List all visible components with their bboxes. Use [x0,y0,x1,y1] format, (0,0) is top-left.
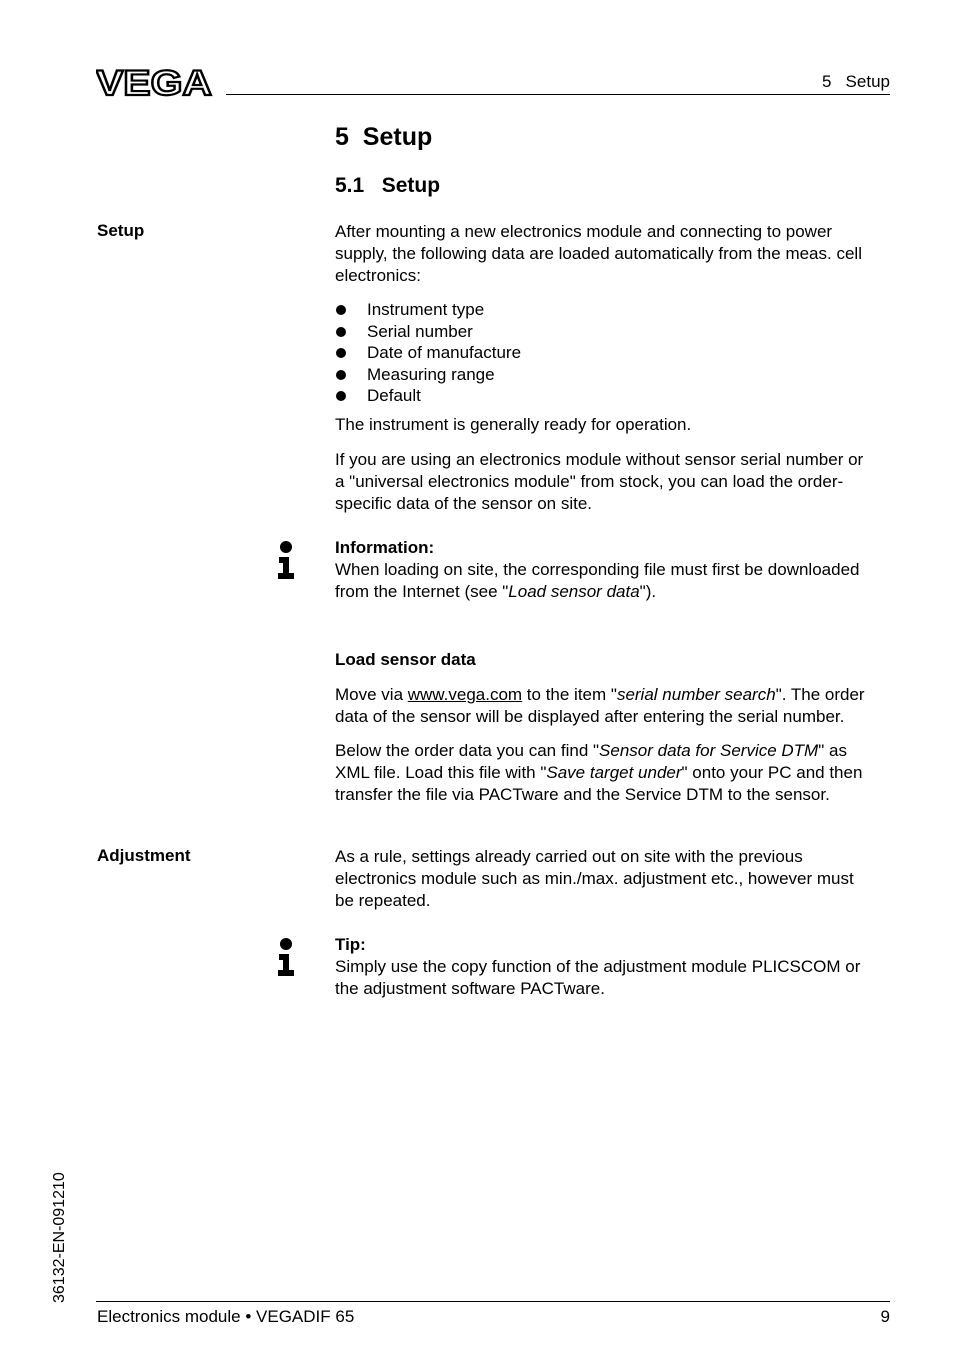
tip-title: Tip: [335,935,366,954]
paragraph-line: data of the sensor will be displayed after entering the serial number. [335,707,845,726]
document-code: 36132-EN-091210 [51,1172,68,1303]
list-item: Date of manufacture [335,342,891,364]
paragraph-line: If you are using an electronics module without sensor serial number or [335,450,864,469]
chapter-title: 5 Setup [335,123,433,151]
list-item: Default [335,385,891,407]
load-sensor-data-heading-block [335,649,891,671]
paragraph-line: XML file. Load this file with "Save target under" onto your PC and then [335,763,863,782]
bullet-dot-icon [336,370,346,380]
adjustment-paragraph [335,846,891,912]
footer-product: Electronics module • VEGADIF 65 [97,1307,355,1326]
list-item: Measuring range [335,364,891,386]
paragraph-line: Move via www.vega.com to the item "serial number search". The order [335,685,865,704]
header-rule [226,94,890,95]
bullet-dot-icon [336,305,346,315]
sidebar-label-setup: Setup [97,221,145,240]
bullet-dot-icon [336,327,346,337]
emphasis: Sensor data for Service DTM [599,741,819,760]
setup-intro-line: After mounting a new electronics module and connecting to power [335,222,833,241]
vega-website-link[interactable]: www.vega.com [407,685,523,704]
paragraph-line: When loading on site, the corresponding file must first be downloaded [335,560,860,579]
footer-rule [96,1301,890,1302]
list-item: Serial number [335,321,891,343]
info-icon [277,938,295,976]
info-icon [277,541,295,579]
paragraph-line: a "universal electronics module" from stock, you can load the order- [335,472,844,491]
information-title: Information: [335,538,435,557]
information-note [335,537,891,603]
emphasis: Save target under [546,763,682,782]
ready-paragraph [335,414,891,436]
vega-logo [96,66,214,98]
ready-text: The instrument is generally ready for operation. [335,415,692,434]
setup-intro-line: electronics: [335,266,421,285]
bullet-dot-icon [336,391,346,401]
load-sensor-paragraph-2 [335,740,891,806]
emphasis: serial number search [616,685,776,704]
paragraph-line: Simply use the copy function of the adjustment module PLICSCOM or [335,957,861,976]
paragraph-line: specific data of the sensor on site. [335,494,593,513]
paragraph-line: Below the order data you can find "Sensor data for Service DTM" as [335,741,847,760]
logo-wordmark: VEGA [96,66,212,98]
paragraph-line: be repeated. [335,891,431,910]
paragraph-line: the adjustment software PACTware. [335,979,605,998]
paragraph-line: from the Internet (see "Load sensor data"). [335,582,657,601]
bullet-dot-icon [336,348,346,358]
tip-note [335,934,891,1000]
universal-module-paragraph [335,449,891,515]
paragraph-line: electronics module such as min./max. adjustment etc., however must [335,869,854,888]
emphasis: Load sensor data [508,582,640,601]
paragraph-line: transfer the file via PACTware and the Service DTM to the sensor. [335,785,830,804]
loaded-data-list [335,299,891,407]
section-title: 5.1 Setup [335,174,441,197]
load-sensor-data-title: Load sensor data [335,650,476,669]
list-item: Instrument type [335,299,891,321]
setup-intro [335,221,891,287]
sidebar-label-adjustment: Adjustment [97,846,191,865]
running-header: 5 Setup [821,72,890,91]
page-number: 9 [880,1307,890,1326]
paragraph-line: As a rule, settings already carried out on site with the previous [335,847,803,866]
load-sensor-paragraph-1 [335,684,891,728]
setup-intro-line: supply, the following data are loaded automatically from the meas. cell [335,244,862,263]
